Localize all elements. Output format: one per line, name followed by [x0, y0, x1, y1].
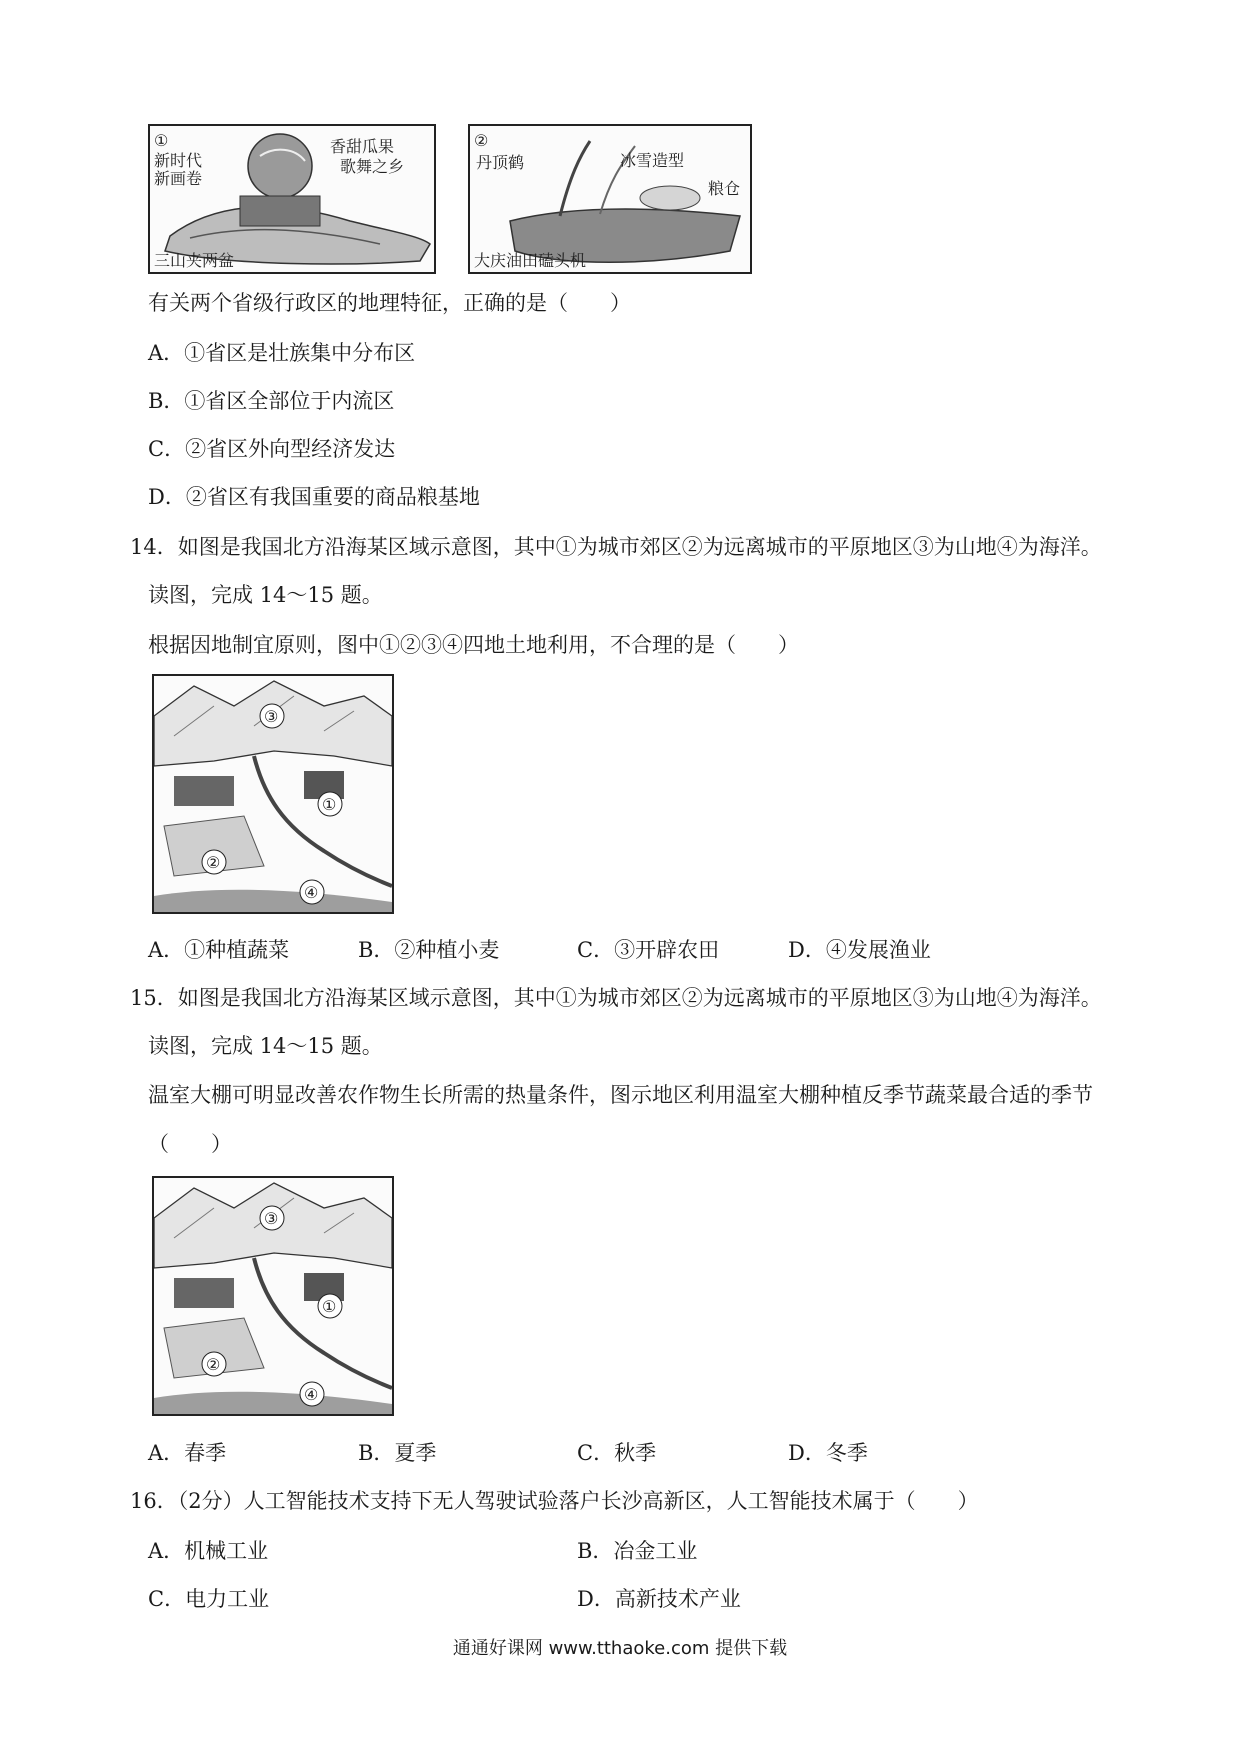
q14-label-4: ④	[304, 883, 319, 902]
q14-label-2: ②	[206, 853, 221, 872]
q15-line1: 15．如图是我国北方沿海某区域示意图，其中①为城市郊区②为远离城市的平原地区③为山地④为海洋。	[130, 986, 1102, 1010]
q14-label-1: ①	[322, 795, 337, 814]
figure2-label-liangcang: 粮仓	[708, 179, 741, 198]
figure1-label-xinhuajuan: 新画卷	[154, 169, 203, 188]
q15-stem: 温室大棚可明显改善农作物生长所需的热量条件，图示地区利用温室大棚种植反季节蔬菜最合适的季节	[148, 1083, 1093, 1107]
figure-heilongjiang	[468, 124, 752, 274]
q13-option-c[interactable]: C．②省区外向型经济发达	[148, 437, 396, 461]
q14-option-c[interactable]: C．③开辟农田	[577, 938, 720, 962]
q15-label-2: ②	[206, 1355, 221, 1374]
q15-map	[152, 1176, 394, 1416]
heilongjiang-illustration	[470, 126, 750, 272]
q14-option-b[interactable]: B．②种植小麦	[358, 938, 500, 962]
q16-option-c[interactable]: C．电力工业	[148, 1587, 270, 1611]
figure2-label-daqing: 大庆油田磕头机	[474, 251, 587, 270]
figure1-label-xiangtian: 香甜瓜果	[330, 137, 395, 156]
figure2-number: ②	[474, 131, 489, 150]
q16-option-b[interactable]: B．冶金工业	[577, 1539, 698, 1563]
q14-label-3: ③	[264, 707, 279, 726]
q16-option-d[interactable]: D．高新技术产业	[577, 1587, 741, 1611]
page-footer: 通通好课网 www.tthaoke.com 提供下载	[452, 1638, 788, 1659]
q14-line2: 读图，完成 14～15 题。	[148, 583, 383, 607]
q15-paren: （ ）	[148, 1132, 232, 1156]
q13-option-b[interactable]: B．①省区全部位于内流区	[148, 389, 395, 413]
q15-line2: 读图，完成 14～15 题。	[148, 1034, 383, 1058]
figure1-label-xinshidai: 新时代	[154, 151, 203, 170]
q15-label-1: ①	[322, 1297, 337, 1316]
xinjiang-illustration	[150, 126, 434, 272]
q14-stem: 根据因地制宜原则，图中①②③④四地土地利用，不合理的是（ ）	[148, 633, 799, 657]
q15-option-b[interactable]: B．夏季	[358, 1441, 437, 1465]
q13-option-a[interactable]: A．①省区是壮族集中分布区	[148, 341, 416, 365]
q15-option-a[interactable]: A．春季	[148, 1441, 227, 1465]
q15-region-map	[154, 1178, 392, 1414]
figure2-label-danding: 丹顶鹤	[476, 153, 525, 172]
q15-option-d[interactable]: D．冬季	[788, 1441, 868, 1465]
q14-region-map	[154, 676, 392, 912]
figure-xinjiang	[148, 124, 436, 274]
q14-option-d[interactable]: D．④发展渔业	[788, 938, 931, 962]
q14-option-a[interactable]: A．①种植蔬菜	[148, 938, 290, 962]
q16-stem: 16．（2分）人工智能技术支持下无人驾驶试验落户长沙高新区，人工智能技术属于（ ）	[130, 1489, 979, 1513]
figure1-number: ①	[154, 131, 169, 150]
q16-option-a[interactable]: A．机械工业	[148, 1539, 269, 1563]
figure2-label-bingxue: 冰雪造型	[620, 151, 685, 170]
figure1-label-sanshan: 三山夹两盆	[154, 251, 235, 270]
q14-map	[152, 674, 394, 914]
q13-stem: 有关两个省级行政区的地理特征，正确的是（ ）	[148, 291, 631, 315]
figure1-label-gewu: 歌舞之乡	[340, 157, 405, 176]
q14-line1: 14．如图是我国北方沿海某区域示意图，其中①为城市郊区②为远离城市的平原地区③为山地④为海洋。	[130, 535, 1102, 559]
q15-label-3: ③	[264, 1209, 279, 1228]
q15-option-c[interactable]: C．秋季	[577, 1441, 657, 1465]
q15-label-4: ④	[304, 1385, 319, 1404]
q13-option-d[interactable]: D．②省区有我国重要的商品粮基地	[148, 485, 480, 509]
